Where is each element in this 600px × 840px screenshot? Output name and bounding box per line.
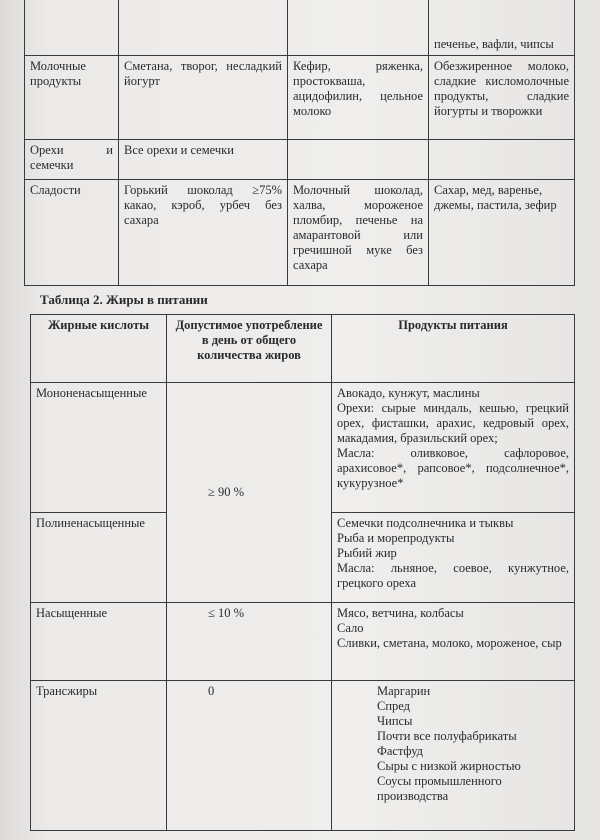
product-line: Рыбий жир [337,546,397,560]
column-header: Продукты питания [398,318,508,332]
carbs-table-continuation [24,0,575,286]
product-line: Авокадо, кунжут, маслины [337,386,480,400]
column-header: Жирные кислоты [47,318,150,332]
product-line: Сало [337,621,364,635]
table-header-row [31,315,575,383]
allowance-value: 0 [208,684,215,698]
table-row [31,383,575,513]
row-label: Мононенасыщенные [36,386,147,400]
allowance-value: ≤ 10 % [208,606,245,620]
product-line: Масла: льняное, соевое, кунжутное, грецкого ореха [337,561,569,590]
table-row [31,681,575,831]
row-label: Молочные продукты [30,59,86,88]
product-line: Фастфуд [377,744,424,758]
product-line: Соусы промышленного производства [377,774,502,803]
cell-text: Все орехи и семечки [124,143,234,157]
table-row [25,56,575,140]
cell-text: печенье, вафли, чипсы [434,37,554,51]
row-label: Трансжиры [36,684,98,698]
cell-text: Кефир, ряженка, простокваша, ацидофилин, цельное молоко [293,59,423,118]
column-header: Допустимое употребление в день от общего количества жиров [175,318,323,362]
product-line: Чипсы [377,714,413,728]
table-row [31,603,575,681]
cell-text: Молочный шоколад, халва, мороженое пломбир, печенье на амарантовой или гречишной муке без сахара [293,183,423,272]
cell-text: Сметана, творог, несладкий йогурт [124,59,282,88]
cell-text: Обезжиренное молоко, сладкие кисломолочные продукты, сладкие йогурты и творожки [434,59,569,118]
product-line: Орехи: сырые миндаль, кешью, грецкий орех, фисташки, арахис, кедровый орех, макадамия, бразильский орех; [337,401,569,445]
table-caption: Таблица 2. Жиры в питании [40,292,208,307]
product-line: Семечки подсолнечника и тыквы [337,516,514,530]
row-label: Орехи и семечки [30,143,113,172]
cell-text: Сахар, мед, варенье, джемы, пастила, зефир [434,183,557,212]
table-row [25,140,575,180]
product-line: Сливки, сметана, молоко, мороженое, сыр [337,636,562,650]
fats-table [30,314,575,831]
row-label: Полиненасыщенные [36,516,145,530]
product-line: Сыры с низкой жирностью [377,759,521,773]
product-line: Масла: оливковое, сафлоровое, арахисовое*, рапсовое*, подсолнечное*, кукурузное* [337,446,569,490]
product-line: Почти все полуфабрикаты [377,729,517,743]
table-row [25,180,575,286]
table-row [25,0,575,56]
product-line: Мясо, ветчина, колбасы [337,606,464,620]
row-label: Насыщенные [36,606,108,620]
row-label: Сладости [30,183,81,197]
cell-text: Горький шоколад ≥75% какао, кэроб, урбеч без сахара [124,183,282,227]
product-line: Спред [377,699,411,713]
allowance-value: ≥ 90 % [208,485,245,499]
product-line: Маргарин [377,684,431,698]
product-line: Рыба и морепродукты [337,531,455,545]
